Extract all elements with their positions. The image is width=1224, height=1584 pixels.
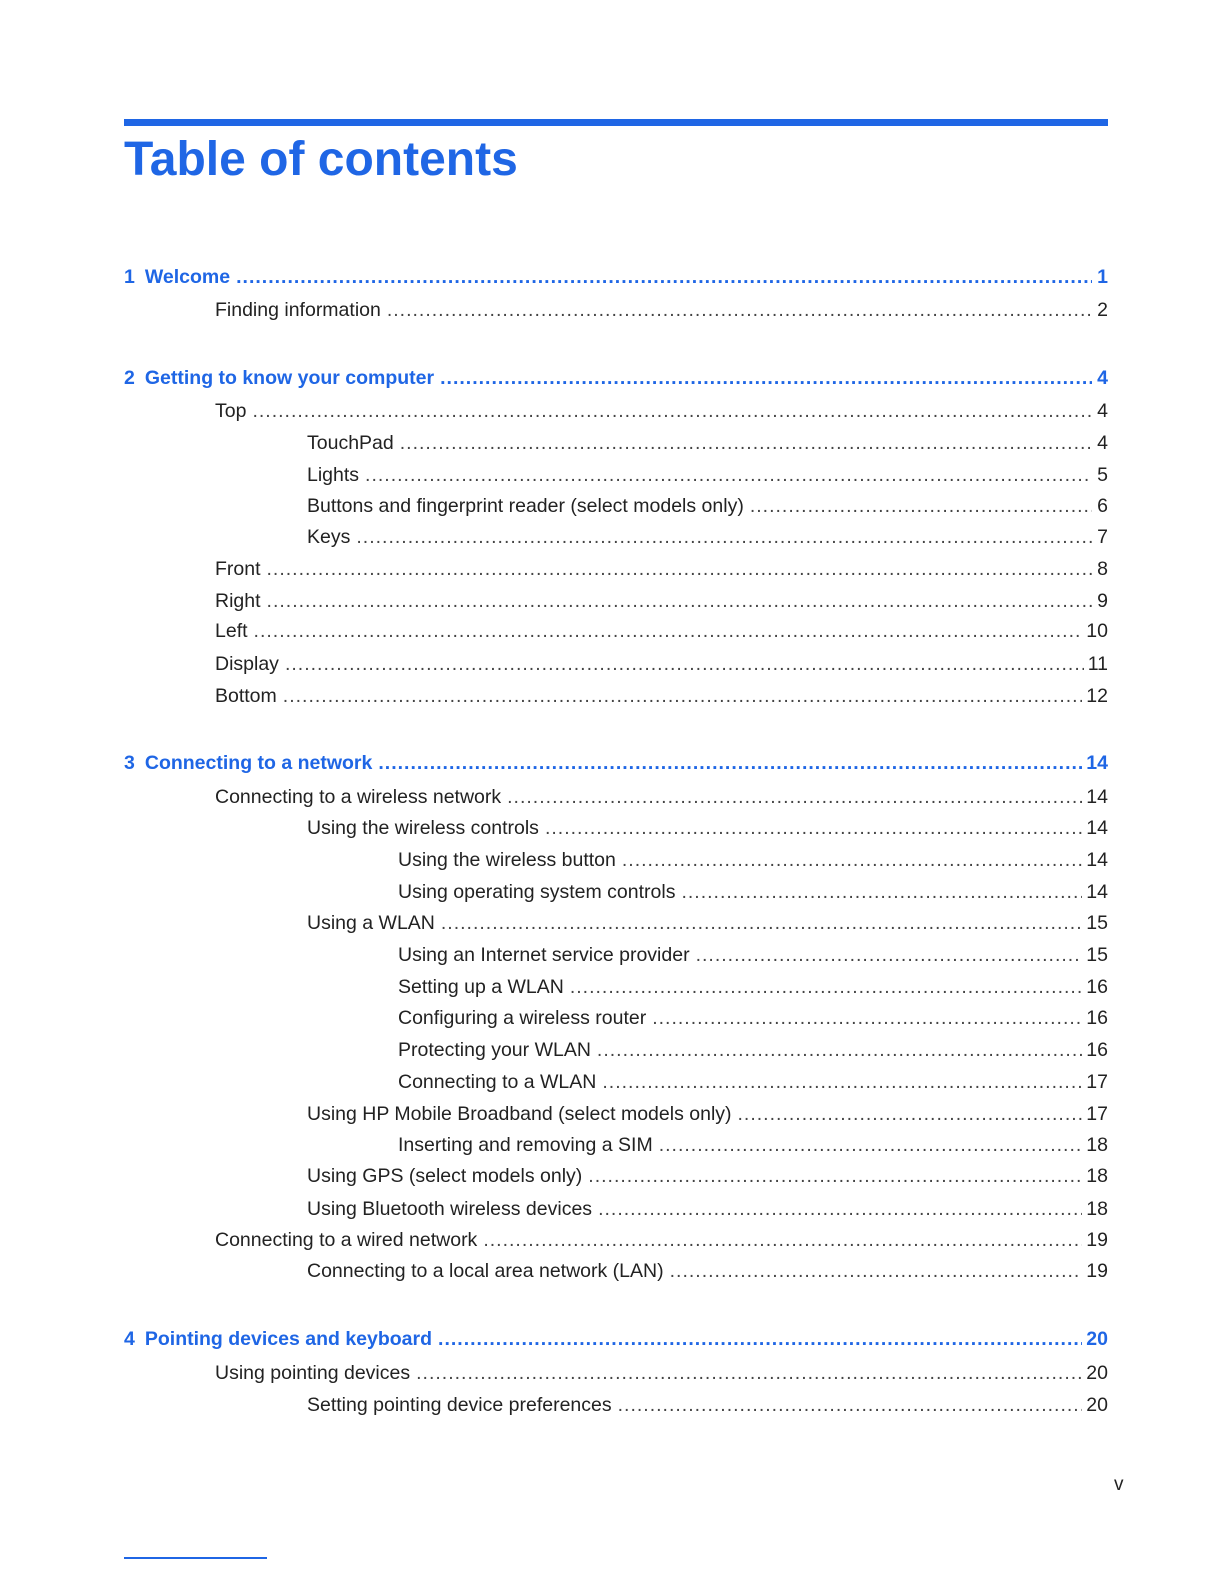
toc-entry-label[interactable]: Setting pointing device preferences [307, 1394, 612, 1416]
toc-chapter-number: 1 [124, 266, 135, 288]
toc-entry-label[interactable]: Setting up a WLAN [398, 976, 564, 998]
toc-entry-label[interactable]: Keys [307, 526, 351, 548]
toc-dot-leader [545, 815, 1082, 841]
toc-entry-row[interactable] [124, 493, 1108, 519]
toc-entry-label[interactable]: Using GPS (select models only) [307, 1165, 583, 1187]
toc-dot-leader [602, 1069, 1082, 1095]
toc-dot-leader [440, 365, 1092, 391]
toc-entry-label[interactable]: Welcome [144, 266, 231, 288]
toc-dot-leader [659, 1132, 1083, 1158]
toc-dot-leader [681, 879, 1082, 905]
toc-entry-label[interactable]: Using the wireless button [398, 849, 616, 871]
toc-page-number[interactable]: 9 [1097, 590, 1108, 612]
toc-entry-row[interactable] [124, 1069, 1108, 1095]
toc-entry-row[interactable] [124, 618, 1108, 644]
toc-page-number[interactable]: 20 [1086, 1362, 1108, 1384]
toc-page-number[interactable]: 12 [1086, 685, 1108, 707]
toc-entry-row[interactable] [124, 683, 1108, 709]
toc-page-number[interactable]: 4 [1097, 400, 1108, 422]
toc-page-number[interactable]: 15 [1086, 912, 1108, 934]
toc-page-number[interactable]: 19 [1086, 1229, 1108, 1251]
toc-entry-label[interactable]: Display [215, 653, 279, 675]
toc-page-number[interactable]: 18 [1086, 1134, 1108, 1156]
toc-chapter-row[interactable] [124, 750, 1108, 776]
toc-entry-label[interactable]: Using the wireless controls [307, 817, 539, 839]
toc-entry-label[interactable]: Connecting to a wireless network [215, 786, 502, 808]
toc-dot-leader [365, 462, 1092, 488]
toc-entry-label[interactable]: Using Bluetooth wireless devices [307, 1198, 593, 1220]
toc-page-number[interactable]: 10 [1086, 620, 1108, 642]
toc-page-number[interactable]: 17 [1086, 1071, 1108, 1093]
toc-dot-leader [570, 974, 1082, 1000]
toc-entry-label[interactable]: Left [215, 620, 248, 642]
toc-entry-label[interactable]: Connecting to a local area network (LAN) [307, 1260, 664, 1282]
toc-page-number[interactable]: 2 [1097, 299, 1108, 321]
toc-page-number[interactable]: 8 [1097, 558, 1108, 580]
toc-entry-label[interactable]: Buttons and fingerprint reader (select models only) [307, 495, 744, 517]
toc-page-number[interactable]: 5 [1097, 464, 1108, 486]
toc-dot-leader [283, 683, 1083, 709]
toc-entry-label[interactable]: Using an Internet service provider [398, 944, 690, 966]
toc-entry-row[interactable] [124, 974, 1108, 1000]
toc-entry-row[interactable] [124, 588, 1108, 614]
toc-entry-label[interactable]: Right [215, 590, 261, 612]
toc-dot-leader [285, 651, 1084, 677]
toc-entry-row[interactable] [124, 1132, 1108, 1158]
toc-entry-row[interactable] [124, 524, 1108, 550]
toc-dot-leader [507, 784, 1082, 810]
toc-page-number[interactable]: 15 [1086, 944, 1108, 966]
toc-chapter-number: 2 [124, 367, 135, 389]
toc-entry-row[interactable] [124, 784, 1108, 810]
toc-page-number[interactable]: 1 [1097, 266, 1108, 288]
toc-dot-leader [696, 942, 1083, 968]
toc-entry-label[interactable]: Connecting to a WLAN [398, 1071, 597, 1093]
title-rule [124, 119, 1108, 126]
toc-entry-label[interactable]: Using pointing devices [215, 1362, 411, 1384]
toc-page-number[interactable]: 14 [1086, 849, 1108, 871]
toc-page-number[interactable]: 11 [1087, 653, 1108, 675]
toc-dot-leader [236, 264, 1092, 290]
toc-entry-row[interactable] [124, 651, 1108, 677]
toc-page-number[interactable]: 14 [1086, 752, 1108, 774]
toc-dot-leader [387, 297, 1092, 323]
toc-entry-row[interactable] [124, 815, 1108, 841]
toc-entry-row[interactable] [124, 398, 1108, 424]
toc-chapter-row[interactable] [124, 365, 1108, 391]
toc-entry-label[interactable]: Using a WLAN [307, 912, 435, 934]
toc-entry-label[interactable]: Pointing devices and keyboard [144, 1328, 433, 1350]
toc-entry-label[interactable]: Front [215, 558, 261, 580]
toc-page-number[interactable]: 7 [1097, 526, 1108, 548]
footer-rule [124, 1557, 267, 1559]
toc-dot-leader [267, 588, 1092, 614]
toc-entry-label[interactable]: Connecting to a network [144, 752, 373, 774]
toc-page-number[interactable]: 6 [1097, 495, 1108, 517]
toc-entry-label[interactable]: Bottom [215, 685, 277, 707]
toc-entry-row[interactable] [124, 879, 1108, 905]
toc-dot-leader [738, 1101, 1083, 1127]
toc-dot-leader [416, 1360, 1082, 1386]
toc-dot-leader [441, 910, 1082, 936]
toc-entry-row[interactable] [124, 430, 1108, 456]
toc-chapter-number: 4 [124, 1328, 135, 1350]
toc-entry-row[interactable] [124, 1005, 1108, 1031]
toc-entry-row[interactable] [124, 297, 1108, 323]
toc-dot-leader [588, 1163, 1082, 1189]
toc-dot-leader [670, 1258, 1083, 1284]
toc-entry-label[interactable]: Protecting your WLAN [398, 1039, 591, 1061]
toc-chapter-row[interactable] [124, 264, 1108, 290]
toc-entry-row[interactable] [124, 1101, 1108, 1127]
toc-entry-label[interactable]: Getting to know your computer [144, 367, 435, 389]
toc-page-number[interactable]: 4 [1097, 432, 1108, 454]
toc-page-number[interactable]: 14 [1086, 817, 1108, 839]
toc-page-number[interactable]: 14 [1086, 786, 1108, 808]
toc-entry-label[interactable]: Using operating system controls [398, 881, 676, 903]
toc-dot-leader [750, 493, 1092, 519]
toc-page-number[interactable]: 18 [1086, 1165, 1108, 1187]
toc-entry-row[interactable] [124, 1360, 1108, 1386]
toc-entry-label[interactable]: Finding information [215, 299, 381, 321]
toc-dot-leader [267, 556, 1092, 582]
toc-page-number[interactable]: 20 [1086, 1328, 1108, 1350]
toc-dot-leader [652, 1005, 1082, 1031]
toc-dot-leader [252, 398, 1092, 424]
toc-page-number[interactable]: 17 [1086, 1103, 1108, 1125]
toc-entry-label[interactable]: Lights [307, 464, 360, 486]
toc-dot-leader [622, 847, 1082, 873]
toc-entry-label[interactable]: Connecting to a wired network [215, 1229, 478, 1251]
toc-page-number[interactable]: 14 [1086, 881, 1108, 903]
toc-entry-label[interactable]: TouchPad [307, 432, 394, 454]
toc-page-number[interactable]: 20 [1086, 1394, 1108, 1416]
toc-entry-row[interactable] [124, 1392, 1108, 1418]
toc-dot-leader [356, 524, 1092, 550]
toc-entry-row[interactable] [124, 556, 1108, 582]
toc-entry-label[interactable]: Using HP Mobile Broadband (select models only) [307, 1103, 732, 1125]
toc-dot-leader [483, 1227, 1082, 1253]
toc-page-number[interactable]: 18 [1086, 1198, 1108, 1220]
toc-entry-label[interactable]: Configuring a wireless router [398, 1007, 647, 1029]
toc-page-number[interactable]: 16 [1086, 1007, 1108, 1029]
toc-entry-row[interactable] [124, 1258, 1108, 1284]
toc-chapter-number: 3 [124, 752, 135, 774]
toc-page-number[interactable]: 16 [1086, 976, 1108, 998]
toc-dot-leader [378, 750, 1082, 776]
toc-entry-label[interactable]: Top [215, 400, 247, 422]
toc-entry-row[interactable] [124, 1163, 1108, 1189]
toc-entry-label[interactable]: Inserting and removing a SIM [398, 1134, 653, 1156]
page-title: Table of contents [124, 133, 518, 186]
toc-entry-row[interactable] [124, 462, 1108, 488]
toc-entry-row[interactable] [124, 942, 1108, 968]
toc-entry-row[interactable] [124, 1227, 1108, 1253]
toc-dot-leader [438, 1326, 1082, 1352]
toc-entry-row[interactable] [124, 1196, 1108, 1222]
toc-dot-leader [597, 1037, 1082, 1063]
page-folio: v [1114, 1474, 1124, 1495]
toc-entry-row[interactable] [124, 910, 1108, 936]
toc-entry-row[interactable] [124, 1037, 1108, 1063]
toc-page-number[interactable]: 16 [1086, 1039, 1108, 1061]
toc-page-number[interactable]: 19 [1086, 1260, 1108, 1282]
toc-entry-row[interactable] [124, 847, 1108, 873]
toc-dot-leader [618, 1392, 1083, 1418]
toc-dot-leader [400, 430, 1092, 456]
toc-dot-leader [254, 618, 1083, 644]
toc-dot-leader [598, 1196, 1082, 1222]
toc-page-number[interactable]: 4 [1097, 367, 1108, 389]
toc-chapter-row[interactable] [124, 1326, 1108, 1352]
